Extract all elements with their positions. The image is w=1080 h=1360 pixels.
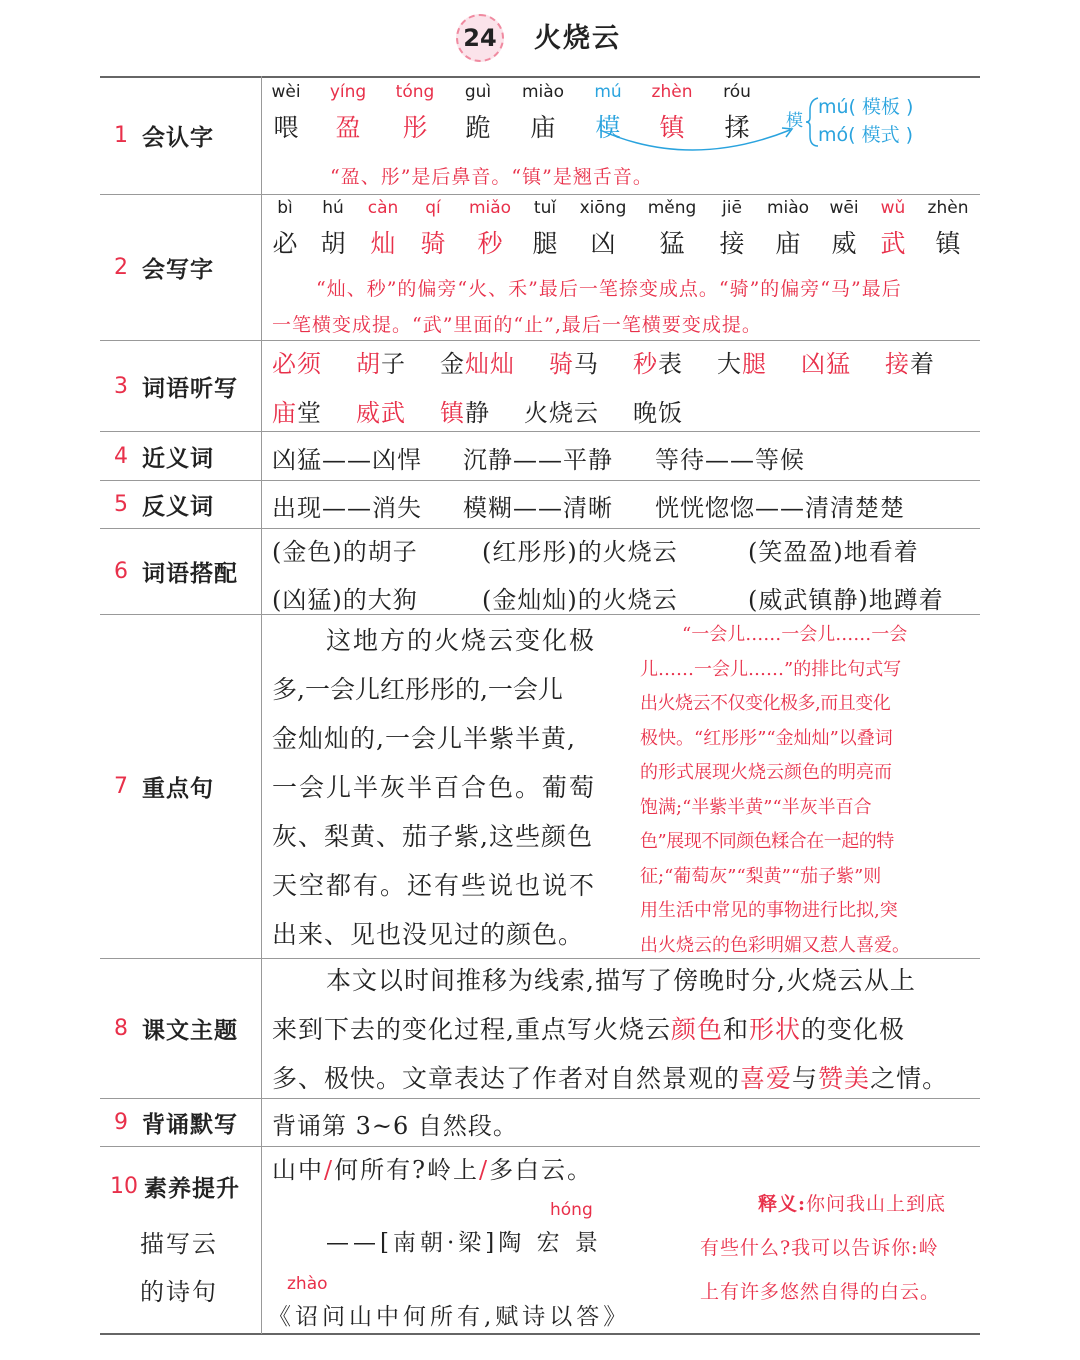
text-part: / bbox=[478, 1156, 490, 1184]
polyphone-reading-2: mó( 模式 ) bbox=[818, 124, 914, 146]
row-number: 5 bbox=[104, 492, 138, 517]
lesson-number-badge: 24 bbox=[456, 14, 504, 62]
pinyin: miào bbox=[766, 198, 810, 218]
pinyin: càn bbox=[367, 198, 399, 218]
hanzi: 镇 bbox=[659, 113, 685, 142]
pinyin: wǔ bbox=[880, 198, 906, 218]
row-divider bbox=[100, 1146, 980, 1147]
text-part: 赞美 bbox=[818, 1064, 871, 1093]
word bbox=[717, 350, 767, 378]
pinyin: wèi bbox=[271, 82, 301, 102]
dictation-line-2 bbox=[272, 393, 972, 428]
lesson-title: 火烧云 bbox=[534, 23, 621, 54]
text-part: 之情。 bbox=[870, 1064, 949, 1093]
text-part: 颜色 bbox=[670, 1015, 723, 1044]
pinyin: xiōng bbox=[579, 198, 627, 218]
hanzi: 喂 bbox=[273, 113, 299, 142]
polyphone-arrow bbox=[590, 100, 810, 160]
hanzi: 彤 bbox=[402, 113, 428, 142]
writing-note-1: “灿、秒”的偏旁“火、禾”最后一笔捺变成点。“骑”的偏旁“马”最后 bbox=[316, 278, 902, 300]
word-part: 骑 bbox=[549, 350, 574, 378]
text-part: 多、极快。文章表达了作者对自然景观的 bbox=[272, 1064, 741, 1093]
word-part: 必 bbox=[272, 350, 297, 378]
row-title: 会写字 bbox=[142, 257, 214, 283]
word-part: 马 bbox=[574, 350, 599, 378]
key-sentence-line: 天空都有。还有些说也说不 bbox=[272, 871, 597, 900]
theme-text bbox=[272, 956, 977, 1103]
row-label-6 bbox=[100, 529, 260, 614]
key-sentence-text bbox=[272, 616, 612, 959]
word bbox=[356, 399, 406, 427]
word-part: 火烧云 bbox=[524, 399, 599, 427]
poem-explanation bbox=[700, 1182, 978, 1314]
table-bottom-border bbox=[100, 1333, 980, 1335]
hanzi: 接 bbox=[719, 229, 745, 258]
pronunciation-note: “盈、彤”是后鼻音。“镇”是翘舌音。 bbox=[330, 166, 653, 188]
synonym-1: 凶猛——凶悍 bbox=[272, 446, 422, 474]
hanzi: 腿 bbox=[532, 229, 558, 258]
hanzi: 胡 bbox=[320, 229, 346, 258]
word bbox=[633, 399, 683, 427]
hanzi: 庙 bbox=[775, 229, 801, 258]
row-label-8 bbox=[100, 959, 260, 1098]
key-sentence-line: 这地方的火烧云变化极 bbox=[326, 626, 597, 655]
poem-author: ——[南朝·梁]陶 宏 景 bbox=[326, 1230, 602, 1256]
collocation-5: (金灿灿)的火烧云 bbox=[482, 586, 678, 614]
row-title: 课文主题 bbox=[142, 1018, 238, 1044]
word bbox=[440, 399, 490, 427]
explanation-line: 有些什么?我可以告诉你:岭 bbox=[700, 1237, 939, 1259]
row-label-2 bbox=[100, 195, 260, 340]
polyphone-small-char: 模 bbox=[786, 111, 803, 131]
char-cell bbox=[908, 198, 988, 260]
word-part: 镇 bbox=[440, 399, 465, 427]
text-part: / bbox=[324, 1156, 335, 1184]
word bbox=[272, 350, 322, 378]
row-title: 近义词 bbox=[142, 445, 214, 472]
title-pinyin: zhào bbox=[287, 1274, 328, 1294]
word bbox=[272, 399, 322, 427]
collocation-4: (凶猛)的大狗 bbox=[272, 586, 418, 614]
pinyin: mú bbox=[594, 82, 622, 102]
polyphone-reading-1: mú( 模板 ) bbox=[818, 96, 914, 118]
hanzi: 镇 bbox=[935, 229, 961, 258]
collocation-2: (红彤彤)的火烧云 bbox=[482, 538, 678, 566]
pinyin: zhèn bbox=[651, 82, 693, 102]
row-number: 8 bbox=[104, 1016, 138, 1041]
row-title: 背诵默写 bbox=[142, 1112, 238, 1138]
word-part: 着 bbox=[910, 350, 935, 378]
word-part: 胡 bbox=[356, 350, 381, 378]
hanzi: 威 bbox=[831, 229, 857, 258]
note-line: 出火烧云的色彩明媚又惹人喜爱。 bbox=[640, 934, 910, 956]
pinyin: hú bbox=[322, 198, 344, 218]
row-title: 词语听写 bbox=[142, 375, 238, 402]
text-part: 形状 bbox=[748, 1015, 801, 1044]
word-part: 晚饭 bbox=[633, 399, 683, 427]
antonym-1: 出现——消失 bbox=[272, 494, 422, 522]
text-part: 与 bbox=[792, 1064, 819, 1093]
note-line: 用生活中常见的事物进行比拟,突 bbox=[640, 900, 898, 921]
hanzi: 骑 bbox=[420, 229, 446, 258]
row-label-10 bbox=[100, 1170, 260, 1203]
pinyin: jiē bbox=[722, 198, 742, 218]
hanzi: 灿 bbox=[370, 229, 396, 258]
theme-line-3 bbox=[272, 1054, 977, 1103]
word-part: 表 bbox=[658, 350, 683, 378]
note-line: 出火烧云不仅变化极多,而且变化 bbox=[640, 693, 891, 714]
row-title: 重点句 bbox=[142, 776, 214, 802]
lesson-header bbox=[0, 8, 1080, 60]
row-number: 1 bbox=[104, 123, 138, 148]
text-part: 来到下去的变化过程,重点写火烧云 bbox=[272, 1015, 671, 1044]
pinyin: guì bbox=[464, 82, 492, 102]
collocation-1: (金色)的胡子 bbox=[272, 538, 418, 566]
collocation-6: (威武镇静)地蹲着 bbox=[748, 586, 944, 614]
word-part: 子 bbox=[381, 350, 406, 378]
word bbox=[549, 350, 599, 378]
row-number: 10 bbox=[110, 1174, 138, 1199]
note-line: 极快。“红彤彤”“金灿灿”以叠词 bbox=[640, 727, 893, 749]
synonym-2: 沉静——平静 bbox=[463, 446, 613, 474]
word bbox=[524, 399, 599, 427]
word bbox=[801, 350, 851, 378]
pinyin: róu bbox=[723, 82, 751, 102]
text-part: 和 bbox=[722, 1015, 749, 1044]
row-title: 词语搭配 bbox=[142, 561, 238, 587]
word-part: 大 bbox=[717, 350, 742, 378]
explanation-label: 释义: bbox=[758, 1193, 807, 1215]
word-part: 灿灿 bbox=[465, 350, 515, 378]
word-part: 秒 bbox=[633, 350, 658, 378]
pinyin: tuǐ bbox=[533, 198, 557, 218]
key-sentence-note bbox=[640, 618, 976, 963]
word-part: 庙 bbox=[272, 399, 297, 427]
word bbox=[440, 350, 515, 378]
word-part: 静 bbox=[465, 399, 490, 427]
row-title: 素养提升 bbox=[144, 1176, 240, 1202]
column-divider bbox=[261, 76, 262, 1334]
row-subtitle-1: 描写云 bbox=[140, 1230, 218, 1258]
word-part: 接 bbox=[885, 350, 910, 378]
text-part: 山中 bbox=[272, 1156, 324, 1184]
text-part: 的变化极 bbox=[801, 1015, 906, 1044]
pinyin: tóng bbox=[395, 82, 435, 102]
synonym-3: 等待——等候 bbox=[655, 446, 805, 474]
note-line: 征;“葡萄灰”“梨黄”“茄子紫”则 bbox=[640, 865, 882, 887]
collocation-3: (笑盈盈)地看着 bbox=[748, 538, 919, 566]
row-number: 2 bbox=[104, 255, 138, 280]
note-line: 的形式展现火烧云颜色的明亮而 bbox=[640, 762, 892, 783]
note-line: “一会儿……一会儿……一会 bbox=[682, 624, 908, 645]
row-label-4 bbox=[100, 432, 260, 480]
explanation-line: 上有许多悠然自得的白云。 bbox=[700, 1281, 941, 1303]
poem-line bbox=[272, 1150, 593, 1185]
recite-text: 背诵第 3~6 自然段。 bbox=[272, 1112, 518, 1140]
pinyin: miào bbox=[521, 82, 565, 102]
char-cell bbox=[563, 198, 643, 260]
hanzi: 跪 bbox=[465, 113, 491, 142]
hanzi: 揉 bbox=[724, 113, 750, 142]
hanzi: 凶 bbox=[590, 229, 616, 258]
text-part: 喜爱 bbox=[740, 1064, 793, 1093]
word bbox=[885, 350, 935, 378]
pinyin: měng bbox=[647, 198, 697, 218]
pinyin: qí bbox=[425, 198, 441, 218]
word-part: 金 bbox=[440, 350, 465, 378]
explanation-line: 你问我山上到底 bbox=[806, 1193, 947, 1215]
theme-line-1: 本文以时间推移为线索,描写了傍晚时分,火烧云从上 bbox=[326, 966, 916, 995]
dictation-line-1 bbox=[272, 344, 972, 379]
antonym-2: 模糊——清晰 bbox=[463, 494, 613, 522]
note-line: 儿……一会儿……”的排比句式写 bbox=[640, 658, 902, 680]
poem-title: 《诏问山中何所有,赋诗以答》 bbox=[268, 1304, 631, 1330]
hanzi: 武 bbox=[880, 229, 906, 258]
row-number: 6 bbox=[104, 559, 138, 584]
hanzi: 猛 bbox=[659, 229, 685, 258]
pinyin: yíng bbox=[329, 82, 367, 102]
row-title: 反义词 bbox=[142, 494, 214, 520]
key-sentence-line: 多,一会儿红彤彤的,一会儿 bbox=[272, 675, 563, 704]
hanzi: 模 bbox=[595, 113, 621, 142]
row-number: 7 bbox=[104, 774, 138, 799]
antonym-3: 恍恍惚惚——清清楚楚 bbox=[655, 494, 905, 522]
text-part: 多白云。 bbox=[489, 1156, 594, 1184]
pinyin: zhèn bbox=[927, 198, 969, 218]
word-part: 堂 bbox=[297, 399, 322, 427]
row-title: 会认字 bbox=[142, 125, 214, 151]
row-subtitle-2: 的诗句 bbox=[140, 1278, 218, 1306]
word-part: 威武 bbox=[356, 399, 406, 427]
row-label-1 bbox=[100, 77, 260, 194]
writing-note-2: 一笔横变成提。“武”里面的“止”,最后一笔横要变成提。 bbox=[272, 314, 762, 336]
row-number: 9 bbox=[104, 1110, 138, 1135]
row-label-5 bbox=[100, 481, 260, 528]
theme-line-2 bbox=[272, 1005, 977, 1054]
hanzi: 盈 bbox=[335, 113, 361, 142]
pinyin: wēi bbox=[829, 198, 859, 218]
word-part: 腿 bbox=[742, 350, 767, 378]
word bbox=[356, 350, 406, 378]
row-label-7 bbox=[100, 615, 260, 958]
key-sentence-line: 金灿灿的,一会儿半紫半黄, bbox=[272, 724, 576, 753]
hanzi: 必 bbox=[272, 229, 298, 258]
key-sentence-line: 出来、见也没见过的颜色。 bbox=[272, 920, 585, 949]
pinyin: miǎo bbox=[468, 198, 512, 218]
row-label-9 bbox=[100, 1099, 260, 1146]
word-part: 须 bbox=[297, 350, 322, 378]
row-label-3 bbox=[100, 341, 260, 431]
word bbox=[633, 350, 683, 378]
text-part: 何所有?岭上 bbox=[334, 1156, 479, 1184]
note-line: 饱满;“半紫半黄”“半灰半百合 bbox=[640, 796, 872, 818]
pinyin: bì bbox=[277, 198, 293, 218]
hanzi: 秒 bbox=[477, 229, 503, 258]
row-number: 3 bbox=[104, 374, 138, 399]
hanzi: 庙 bbox=[530, 113, 556, 142]
key-sentence-line: 灰、梨黄、茄子紫,这些颜色 bbox=[272, 822, 593, 851]
key-sentence-line: 一会儿半灰半百合色。葡萄 bbox=[272, 773, 597, 802]
row-number: 4 bbox=[104, 444, 138, 469]
word-part: 凶猛 bbox=[801, 350, 851, 378]
author-pinyin: hóng bbox=[550, 1200, 593, 1220]
note-line: 色”展现不同颜色糅合在一起的特 bbox=[640, 831, 894, 852]
